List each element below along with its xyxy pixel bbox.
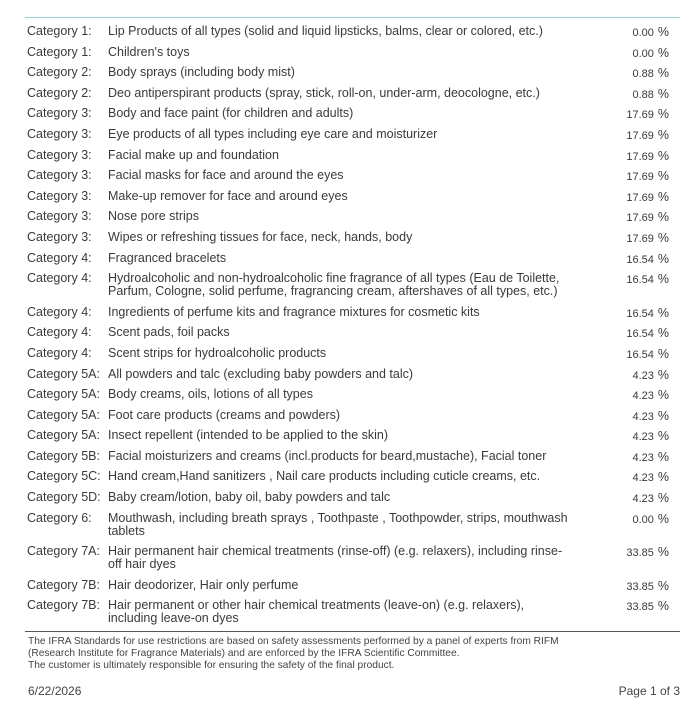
concentration-value: 0.00 bbox=[632, 47, 654, 60]
category-label: Category 2: bbox=[27, 65, 92, 80]
max-concentration bbox=[585, 471, 669, 485]
product-description: All powders and talc (excluding baby powders and talc) bbox=[108, 366, 414, 381]
table-row bbox=[25, 21, 680, 42]
table-row bbox=[25, 186, 680, 207]
max-concentration bbox=[585, 348, 669, 362]
max-concentration bbox=[585, 273, 669, 287]
concentration-value: 17.69 bbox=[626, 171, 654, 184]
product-description: Hand cream,Hand sanitizers , Nail care products including cuticle creams, etc. bbox=[108, 469, 541, 484]
percent-unit: % bbox=[657, 127, 669, 142]
percent-unit: % bbox=[657, 66, 669, 81]
product-description: Children's toys bbox=[108, 44, 190, 59]
max-concentration bbox=[585, 26, 669, 40]
category-label: Category 5B: bbox=[27, 448, 100, 463]
table-row bbox=[25, 248, 680, 269]
category-label: Category 2: bbox=[27, 85, 92, 100]
product-description: Body sprays (including body mist) bbox=[108, 65, 295, 80]
concentration-value: 4.23 bbox=[632, 451, 654, 464]
max-concentration bbox=[585, 211, 669, 225]
percent-unit: % bbox=[657, 45, 669, 60]
category-label: Category 7A: bbox=[27, 544, 100, 559]
table-row bbox=[25, 466, 680, 487]
concentration-value: 0.88 bbox=[632, 68, 654, 81]
disclaimer-line-3: The customer is ultimately responsible for ensuring the safety of the final product. bbox=[28, 660, 395, 671]
concentration-value: 16.54 bbox=[626, 253, 654, 266]
percent-unit: % bbox=[657, 230, 669, 245]
max-concentration bbox=[585, 430, 669, 444]
table-row bbox=[25, 595, 680, 629]
product-description: Hair deodorizer, Hair only perfume bbox=[108, 577, 299, 592]
table-row bbox=[25, 541, 680, 575]
concentration-value: 4.23 bbox=[632, 410, 654, 423]
category-label: Category 5A: bbox=[27, 387, 100, 402]
product-description: Facial masks for face and around the eyes bbox=[108, 168, 344, 183]
concentration-value: 0.00 bbox=[632, 513, 654, 526]
percent-unit: % bbox=[657, 210, 669, 225]
table-row bbox=[25, 83, 680, 104]
category-label: Category 7B: bbox=[27, 577, 100, 592]
max-concentration bbox=[585, 451, 669, 465]
product-description: Baby cream/lotion, baby oil, baby powders and talc bbox=[108, 490, 391, 505]
table-row bbox=[25, 508, 680, 542]
product-description: Body creams, oils, lotions of all types bbox=[108, 387, 313, 402]
category-label: Category 3: bbox=[27, 229, 92, 244]
concentration-value: 17.69 bbox=[626, 212, 654, 225]
percent-unit: % bbox=[657, 408, 669, 423]
percent-unit: % bbox=[657, 599, 669, 614]
concentration-value: 4.23 bbox=[632, 369, 654, 382]
product-description: Foot care products (creams and powders) bbox=[108, 407, 341, 422]
concentration-value: 33.85 bbox=[626, 580, 654, 593]
category-label: Category 4: bbox=[27, 325, 92, 340]
table-row bbox=[25, 384, 680, 405]
disclaimer-line-1: The IFRA Standards for use restrictions are based on safety assessments performed by a panel of experts from RIFM bbox=[28, 636, 559, 647]
table-row bbox=[25, 487, 680, 508]
category-label: Category 4: bbox=[27, 304, 92, 319]
max-concentration bbox=[585, 513, 669, 527]
concentration-value: 16.54 bbox=[626, 307, 654, 320]
table-row bbox=[25, 425, 680, 446]
footer-divider bbox=[25, 631, 680, 632]
concentration-value: 33.85 bbox=[626, 601, 654, 614]
max-concentration bbox=[585, 389, 669, 403]
category-label: Category 7B: bbox=[27, 598, 100, 613]
table-row bbox=[25, 124, 680, 145]
product-description: Hydroalcoholic and non-hydroalcoholic fine fragrance of all types (Eau de Toilette, Parfum, Cologne, solid perfume, fragrancing cream, aftershaves of all types, etc.) bbox=[108, 271, 560, 299]
concentration-value: 4.23 bbox=[632, 493, 654, 506]
concentration-value: 17.69 bbox=[626, 232, 654, 245]
percent-unit: % bbox=[657, 367, 669, 382]
category-label: Category 5A: bbox=[27, 366, 100, 381]
percent-unit: % bbox=[657, 86, 669, 101]
percent-unit: % bbox=[657, 449, 669, 464]
percent-unit: % bbox=[657, 25, 669, 39]
max-concentration bbox=[585, 369, 669, 383]
max-concentration bbox=[585, 580, 669, 594]
max-concentration bbox=[585, 327, 669, 341]
concentration-value: 16.54 bbox=[626, 274, 654, 287]
product-description: Scent pads, foil packs bbox=[108, 325, 230, 340]
table-row bbox=[25, 343, 680, 364]
concentration-value: 17.69 bbox=[626, 150, 654, 163]
percent-unit: % bbox=[657, 107, 669, 122]
concentration-value: 4.23 bbox=[632, 390, 654, 403]
table-row bbox=[25, 322, 680, 343]
product-description: Facial make up and foundation bbox=[108, 147, 279, 162]
max-concentration bbox=[585, 492, 669, 506]
product-description: Nose pore strips bbox=[108, 209, 200, 224]
page-number: Page 1 of 3 bbox=[618, 684, 680, 698]
category-label: Category 5A: bbox=[27, 407, 100, 422]
percent-unit: % bbox=[657, 545, 669, 560]
max-concentration bbox=[585, 108, 669, 122]
table-row bbox=[25, 302, 680, 323]
max-concentration bbox=[585, 546, 669, 560]
product-description: Insect repellent (intended to be applied to the skin) bbox=[108, 428, 389, 443]
category-label: Category 4: bbox=[27, 345, 92, 360]
max-concentration bbox=[585, 232, 669, 246]
product-description: Wipes or refreshing tissues for face, neck, hands, body bbox=[108, 229, 413, 244]
category-label: Category 3: bbox=[27, 209, 92, 224]
percent-unit: % bbox=[657, 251, 669, 266]
category-label: Category 6: bbox=[27, 510, 92, 525]
percent-unit: % bbox=[657, 148, 669, 163]
concentration-value: 4.23 bbox=[632, 472, 654, 485]
disclaimer-line-2: (Research Institute for Fragrance Materials) and are enforced by the IFRA Scientific Committee. bbox=[28, 648, 460, 659]
max-concentration bbox=[585, 253, 669, 267]
category-label: Category 4: bbox=[27, 271, 92, 286]
footer-disclaimer bbox=[28, 636, 668, 672]
max-concentration bbox=[585, 150, 669, 164]
product-description: Deo antiperspirant products (spray, stick, roll-on, under-arm, deocologne, etc.) bbox=[108, 85, 540, 100]
percent-unit: % bbox=[657, 326, 669, 341]
concentration-value: 17.69 bbox=[626, 191, 654, 204]
percent-unit: % bbox=[657, 511, 669, 526]
max-concentration bbox=[585, 191, 669, 205]
concentration-value: 17.69 bbox=[626, 129, 654, 142]
product-description: Eye products of all types including eye care and moisturizer bbox=[108, 126, 438, 141]
concentration-value: 0.00 bbox=[632, 27, 654, 39]
product-description: Lip Products of all types (solid and liquid lipsticks, balms, clear or colored, etc.) bbox=[108, 24, 543, 38]
product-description: Hair permanent or other hair chemical treatments (leave-on) (e.g. relaxers), including leave-on dyes bbox=[108, 598, 525, 626]
category-label: Category 5C: bbox=[27, 469, 101, 484]
max-concentration bbox=[585, 47, 669, 61]
header-divider bbox=[25, 17, 680, 18]
max-concentration bbox=[585, 170, 669, 184]
table-row bbox=[25, 268, 680, 302]
max-concentration bbox=[585, 88, 669, 102]
percent-unit: % bbox=[657, 305, 669, 320]
product-description: Mouthwash, including breath sprays , Toothpaste , Toothpowder, strips, mouthwash tablets bbox=[108, 510, 568, 538]
product-description: Hair permanent hair chemical treatments (rinse-off) (e.g. relaxers), including rinse-off hair dyes bbox=[108, 544, 563, 572]
percent-unit: % bbox=[657, 169, 669, 184]
percent-unit: % bbox=[657, 189, 669, 204]
table-row bbox=[25, 206, 680, 227]
percent-unit: % bbox=[657, 470, 669, 485]
category-label: Category 1: bbox=[27, 24, 92, 38]
concentration-value: 0.88 bbox=[632, 88, 654, 101]
footer-date: 6/22/2026 bbox=[28, 684, 82, 698]
percent-unit: % bbox=[657, 578, 669, 593]
table-row bbox=[25, 145, 680, 166]
max-concentration bbox=[585, 410, 669, 424]
category-label: Category 1: bbox=[27, 44, 92, 59]
product-description: Fragranced bracelets bbox=[108, 250, 227, 265]
table-row bbox=[25, 405, 680, 426]
category-label: Category 3: bbox=[27, 168, 92, 183]
max-concentration bbox=[585, 129, 669, 143]
max-concentration bbox=[585, 307, 669, 321]
concentration-value: 33.85 bbox=[626, 547, 654, 560]
table-row bbox=[25, 62, 680, 83]
table-row bbox=[25, 42, 680, 63]
concentration-value: 17.69 bbox=[626, 109, 654, 122]
table-row bbox=[25, 165, 680, 186]
percent-unit: % bbox=[657, 429, 669, 444]
percent-unit: % bbox=[657, 388, 669, 403]
product-description: Ingredients of perfume kits and fragrance mixtures for cosmetic kits bbox=[108, 304, 480, 319]
max-concentration bbox=[585, 67, 669, 81]
percent-unit: % bbox=[657, 272, 669, 287]
max-concentration bbox=[585, 600, 669, 614]
table-row bbox=[25, 575, 680, 596]
product-description: Make-up remover for face and around eyes bbox=[108, 188, 348, 203]
table-row bbox=[25, 446, 680, 467]
concentration-value: 4.23 bbox=[632, 431, 654, 444]
product-description: Facial moisturizers and creams (incl.products for beard,mustache), Facial toner bbox=[108, 448, 547, 463]
table-row bbox=[25, 227, 680, 248]
category-label: Category 3: bbox=[27, 106, 92, 121]
concentration-value: 16.54 bbox=[626, 348, 654, 361]
category-label: Category 3: bbox=[27, 126, 92, 141]
category-label: Category 5D: bbox=[27, 490, 101, 505]
category-label: Category 3: bbox=[27, 147, 92, 162]
ifra-category-table bbox=[25, 21, 680, 629]
product-description: Scent strips for hydroalcoholic products bbox=[108, 345, 327, 360]
product-description: Body and face paint (for children and adults) bbox=[108, 106, 354, 121]
category-label: Category 5A: bbox=[27, 428, 100, 443]
table-row bbox=[25, 364, 680, 385]
concentration-value: 16.54 bbox=[626, 328, 654, 341]
percent-unit: % bbox=[657, 491, 669, 506]
category-label: Category 3: bbox=[27, 188, 92, 203]
table-row bbox=[25, 103, 680, 124]
category-label: Category 4: bbox=[27, 250, 92, 265]
percent-unit: % bbox=[657, 346, 669, 361]
